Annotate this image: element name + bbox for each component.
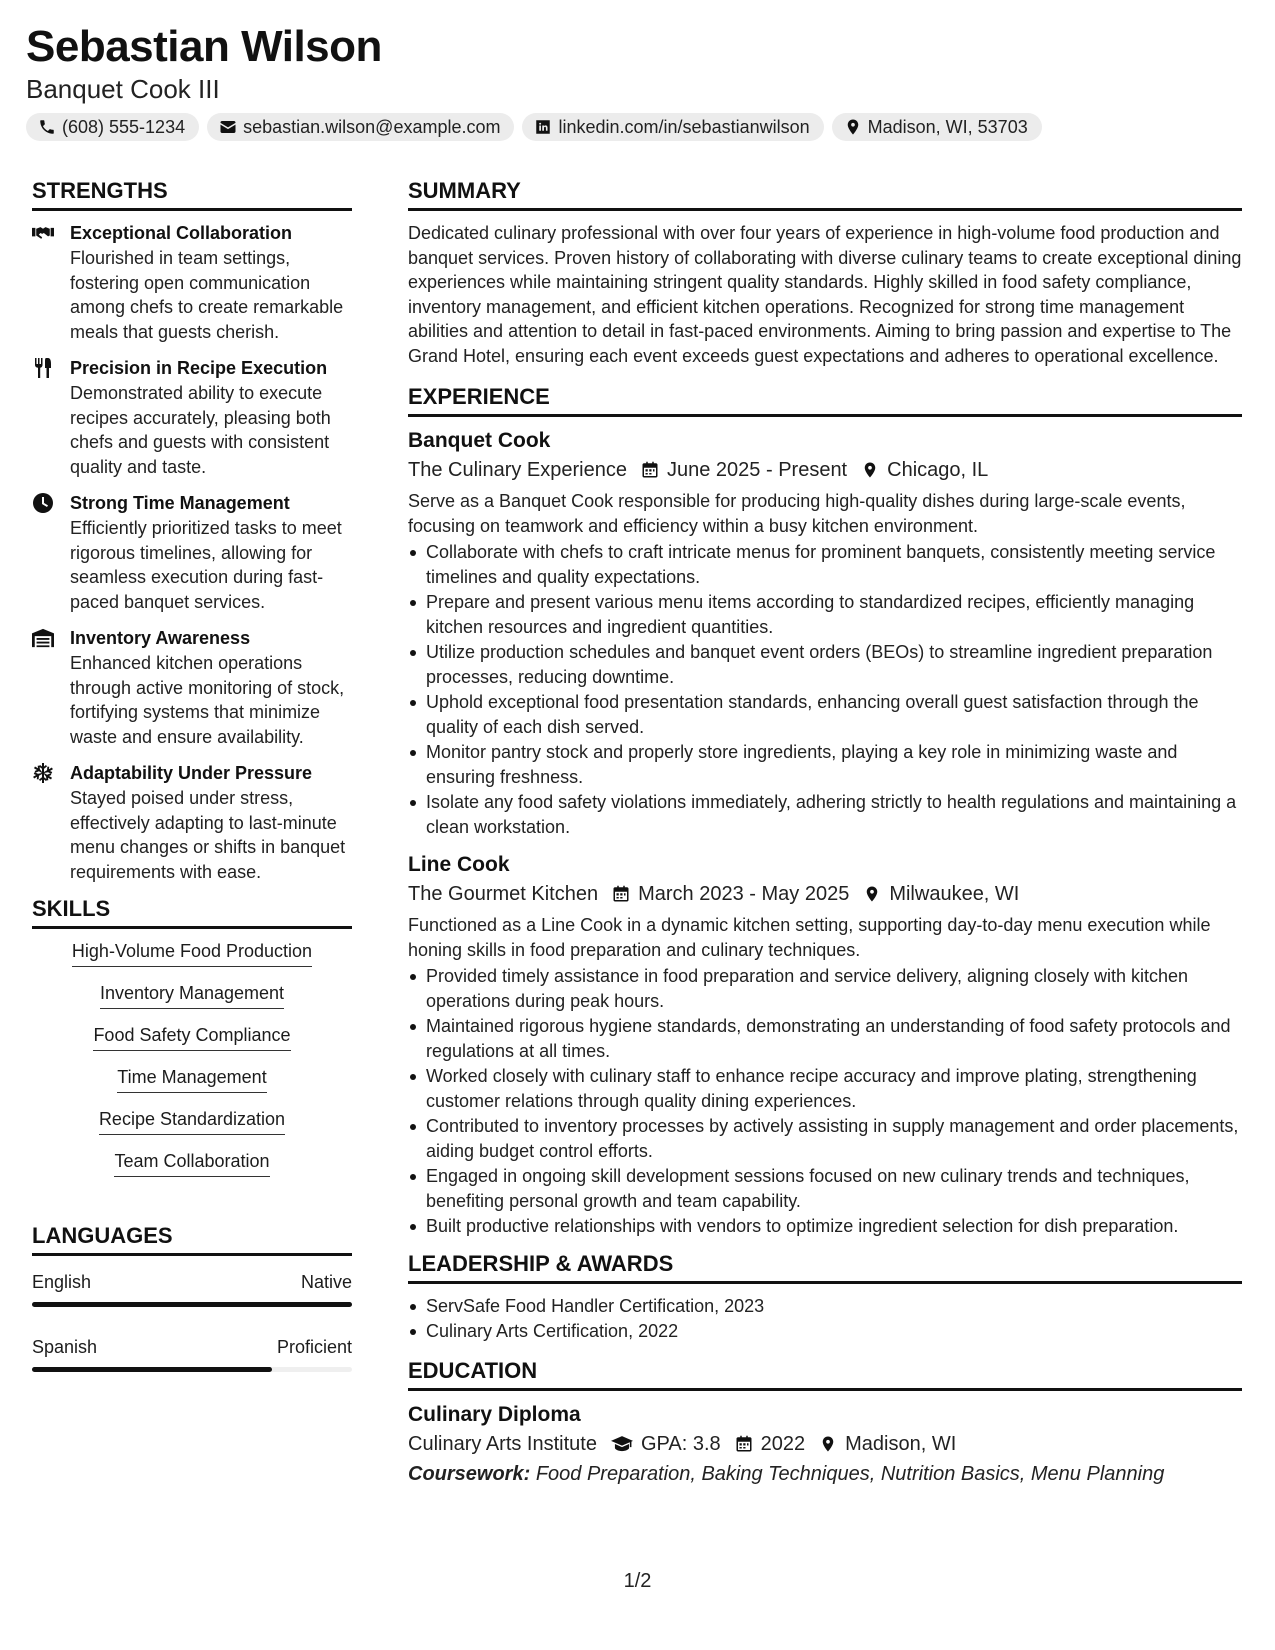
strength-item <box>32 221 352 344</box>
job-company: The Culinary Experience <box>408 459 627 481</box>
job-location: Chicago, IL <box>887 459 989 481</box>
degree-title: Culinary Diploma <box>408 1402 581 1426</box>
school-location: Madison, WI <box>845 1432 957 1455</box>
language-proficiency-fill <box>32 1367 272 1372</box>
skills-list <box>32 939 352 1177</box>
strength-title: Inventory Awareness <box>70 628 251 648</box>
skill-tag: High-Volume Food Production <box>72 939 312 967</box>
skill-tag: Time Management <box>117 1065 266 1093</box>
contact-phone[interactable] <box>26 113 199 141</box>
experience-heading: EXPERIENCE <box>408 384 1242 417</box>
language-proficiency-bar <box>32 1302 352 1307</box>
handshake-icon <box>32 223 54 243</box>
location-icon <box>844 118 862 136</box>
gpa: GPA: 3.8 <box>640 1432 721 1455</box>
snowflake-icon <box>32 763 54 783</box>
language-name: Spanish <box>32 1337 98 1357</box>
job-dates: June 2025 - Present <box>667 459 848 481</box>
contact-phone-text: (608) 555-1234 <box>62 116 186 137</box>
job-title: Line Cook <box>408 853 510 876</box>
contact-linkedin-text: linkedin.com/in/sebastianwilson <box>558 116 810 137</box>
job-bullet: Worked closely with culinary staff to enhance recipe accuracy and improve plating, strengthening customer relations through quality dining experiences. <box>408 1064 1242 1113</box>
contact-linkedin[interactable] <box>522 113 823 141</box>
contact-bar <box>26 113 1042 141</box>
skill-tag: Food Safety Compliance <box>93 1023 290 1051</box>
job-bullet: Utilize production schedules and banquet event orders (BEOs) to streamline ingredient preparation processes, reducing downtime. <box>408 640 1242 689</box>
job-entry <box>408 427 1242 839</box>
utensils-icon <box>32 358 54 378</box>
job-bullet: Isolate any food safety violations immediately, adhering strictly to health regulations and maintaining a clean workstation. <box>408 790 1242 839</box>
job-bullet: Monitor pantry stock and properly store ingredients, playing a key role in minimizing waste and ensuring freshness. <box>408 740 1242 789</box>
email-icon <box>219 118 237 136</box>
job-entry <box>408 851 1242 1239</box>
job-location: Milwaukee, WI <box>889 883 1020 905</box>
skills-heading: SKILLS <box>32 896 352 929</box>
summary-text: Dedicated culinary professional with over four years of experience in high-volume food production and banquet services. Proven history of collaborating with diverse culinary teams to create exceptional dining experiences while maintaining stringent quality standards. Highly skilled in food safety compliance, inventory management, and efficient kitchen operations. Recognized for strong time management abilities and attention to detail in fast-paced environments. Aiming to bring passion and expertise to The Grand Hotel, ensuring each event exceeds guest expectations and adheres to operational excellence. <box>408 223 1242 366</box>
job-bullet: Provided timely assistance in food preparation and service delivery, aligning closely with kitchen operations during peak hours. <box>408 964 1242 1013</box>
job-bullet: Prepare and present various menu items according to standardized recipes, efficiently managing kitchen resources and ingredient quantities. <box>408 590 1242 639</box>
location-icon <box>861 461 879 479</box>
coursework-list: Food Preparation, Baking Techniques, Nutrition Basics, Menu Planning <box>535 1462 1165 1485</box>
location-icon <box>819 1435 837 1453</box>
strength-item <box>32 356 352 479</box>
strength-desc: Flourished in team settings, fostering open communication among chefs to create remarkable meals that guests cherish. <box>70 248 344 342</box>
skill-tag: Team Collaboration <box>114 1149 269 1177</box>
job-bullet: Maintained rigorous hygiene standards, demonstrating an understanding of food safety protocols and regulations at all times. <box>408 1014 1242 1063</box>
education-heading: EDUCATION <box>408 1358 1242 1391</box>
strength-title: Adaptability Under Pressure <box>70 763 313 783</box>
job-title: Banquet Cook <box>408 429 551 452</box>
job-description: Serve as a Banquet Cook responsible for producing high-quality dishes during large-scale events, focusing on teamwork and efficiency within a busy kitchen environment. <box>408 491 1186 536</box>
right-column <box>408 178 1242 1489</box>
calendar-icon <box>735 1435 753 1453</box>
job-dates: March 2023 - May 2025 <box>638 883 850 905</box>
strength-title: Exceptional Collaboration <box>70 223 293 243</box>
summary-heading: SUMMARY <box>408 178 1242 211</box>
language-proficiency-fill <box>32 1302 352 1307</box>
contact-location[interactable] <box>832 113 1042 141</box>
skill-tag: Recipe Standardization <box>99 1107 285 1135</box>
coursework <box>408 1459 1242 1489</box>
job-bullet: Engaged in ongoing skill development sessions focused on new culinary trends and techniques, benefiting personal growth and team capability. <box>408 1164 1242 1213</box>
warehouse-icon <box>32 628 54 648</box>
phone-icon <box>38 118 56 136</box>
calendar-icon <box>641 461 659 479</box>
strength-title: Strong Time Management <box>70 493 290 513</box>
language-item <box>32 1270 352 1307</box>
language-name: English <box>32 1272 92 1292</box>
strength-title: Precision in Recipe Execution <box>70 358 328 378</box>
awards-list <box>408 1294 1242 1344</box>
award-item: ServSafe Food Handler Certification, 2023 <box>408 1294 1242 1319</box>
strength-desc: Efficiently prioritized tasks to meet rigorous timelines, allowing for seamless execution during fast-paced banquet services. <box>70 518 342 612</box>
linkedin-icon <box>534 118 552 136</box>
job-bullets <box>408 540 1242 839</box>
job-role: Banquet Cook III <box>26 74 220 104</box>
coursework-label: Coursework: <box>408 1462 531 1485</box>
job-bullets <box>408 964 1242 1239</box>
left-column <box>32 178 352 1400</box>
job-company: The Gourmet Kitchen <box>408 883 599 905</box>
graduation-year: 2022 <box>760 1432 806 1455</box>
contact-email[interactable] <box>207 113 514 141</box>
strengths-heading: STRENGTHS <box>32 178 352 211</box>
language-item <box>32 1335 352 1372</box>
strength-item <box>32 761 352 884</box>
award-item: Culinary Arts Certification, 2022 <box>408 1319 1242 1344</box>
graduation-cap-icon <box>611 1435 633 1453</box>
strength-desc: Demonstrated ability to execute recipes accurately, pleasing both chefs and guests with consistent quality and taste. <box>70 383 331 477</box>
candidate-name: Sebastian Wilson <box>26 22 382 71</box>
awards-heading: LEADERSHIP & AWARDS <box>408 1251 1242 1284</box>
strength-desc: Enhanced kitchen operations through active monitoring of stock, fortifying systems that minimize waste and ensure availability. <box>70 653 345 747</box>
job-description: Functioned as a Line Cook in a dynamic kitchen setting, supporting day-to-day menu execution while honing skills in food preparation and culinary techniques. <box>408 915 1211 960</box>
school-name: Culinary Arts Institute <box>408 1432 597 1455</box>
strength-item <box>32 626 352 749</box>
calendar-icon <box>612 885 630 903</box>
job-bullet: Contributed to inventory processes by actively assisting in supply management and order placements, aiding budget control efforts. <box>408 1114 1242 1163</box>
contact-location-text: Madison, WI, 53703 <box>867 116 1028 137</box>
location-icon <box>863 885 881 903</box>
job-bullet: Built productive relationships with vendors to optimize ingredient selection for dish preparation. <box>408 1214 1242 1239</box>
languages-heading: LANGUAGES <box>32 1223 352 1256</box>
skill-tag: Inventory Management <box>100 981 284 1009</box>
strength-item <box>32 491 352 614</box>
language-proficiency-bar <box>32 1367 352 1372</box>
strength-desc: Stayed poised under stress, effectively adapting to last-minute menu changes or shifts in banquet requirements with ease. <box>70 788 346 882</box>
clock-icon <box>32 493 54 513</box>
language-level: Native <box>300 1272 352 1292</box>
job-bullet: Uphold exceptional food presentation standards, enhancing overall guest satisfaction through the quality of each dish served. <box>408 690 1242 739</box>
job-bullet: Collaborate with chefs to craft intricate menus for prominent banquets, consistently meeting service timelines and quality expectations. <box>408 540 1242 589</box>
contact-email-text: sebastian.wilson@example.com <box>243 116 501 137</box>
language-level: Proficient <box>276 1337 352 1357</box>
page-number: 1/2 <box>623 1570 652 1592</box>
